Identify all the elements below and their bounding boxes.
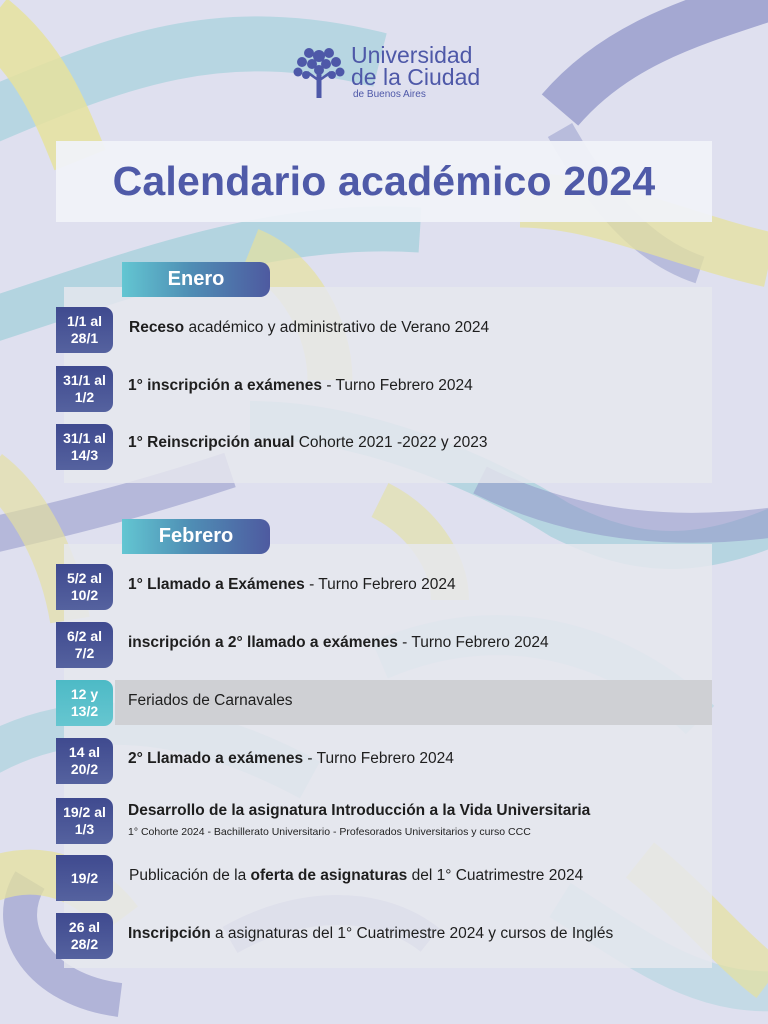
date-badge: 19/2	[56, 855, 113, 901]
event-description: Feriados de Carnavales	[128, 692, 293, 709]
event-description: Receso académico y administrativo de Verano 2024	[129, 319, 490, 336]
date-badge: 31/1 al 1/2	[56, 366, 113, 412]
date-badge: 31/1 al 14/3	[56, 424, 113, 470]
date-badge: 12 y 13/2	[56, 680, 113, 726]
event-subtext: 1° Cohorte 2024 - Bachillerato Universitario - Profesorados Universitarios y curso CCC	[128, 826, 531, 838]
event-description: inscripción a 2° llamado a exámenes - Turno Febrero 2024	[128, 634, 549, 651]
event-description: Inscripción a asignaturas del 1° Cuatrimestre 2024 y cursos de Inglés	[128, 925, 614, 942]
university-logo	[290, 42, 490, 102]
logo-name-line2: de la Ciudad	[351, 64, 481, 90]
event-description: 2° Llamado a exámenes - Turno Febrero 2024	[128, 750, 454, 767]
date-badge: 6/2 al 7/2	[56, 622, 113, 668]
tree-logo-icon	[290, 42, 348, 100]
month-tab-febrero: Febrero	[122, 519, 270, 554]
event-description: 1° Llamado a Exámenes - Turno Febrero 2024	[128, 576, 456, 593]
date-badge: 26 al 28/2	[56, 913, 113, 959]
title-banner	[56, 141, 712, 222]
event-description: 1° Reinscripción anual Cohorte 2021 -2022 y 2023	[128, 434, 488, 451]
event-description: Publicación de la oferta de asignaturas del 1° Cuatrimestre 2024	[129, 867, 584, 884]
date-badge: 5/2 al 10/2	[56, 564, 113, 610]
page-title: Calendario académico 2024	[112, 158, 656, 204]
event-description: 1° inscripción a exámenes - Turno Febrero 2024	[128, 377, 473, 394]
logo-subtitle: de Buenos Aires	[353, 89, 426, 100]
month-tab-enero: Enero	[122, 262, 270, 297]
logo-name-line1: Universidad	[351, 42, 473, 68]
event-description: Desarrollo de la asignatura Introducción a la Vida Universitaria 1° Cohorte 2024 - Bachillerato Universitario - Profesorados Universitarios y curso CCC	[128, 802, 591, 838]
date-badge: 1/1 al 28/1	[56, 307, 113, 353]
date-badge: 19/2 al 1/3	[56, 798, 113, 844]
date-badge: 14 al 20/2	[56, 738, 113, 784]
